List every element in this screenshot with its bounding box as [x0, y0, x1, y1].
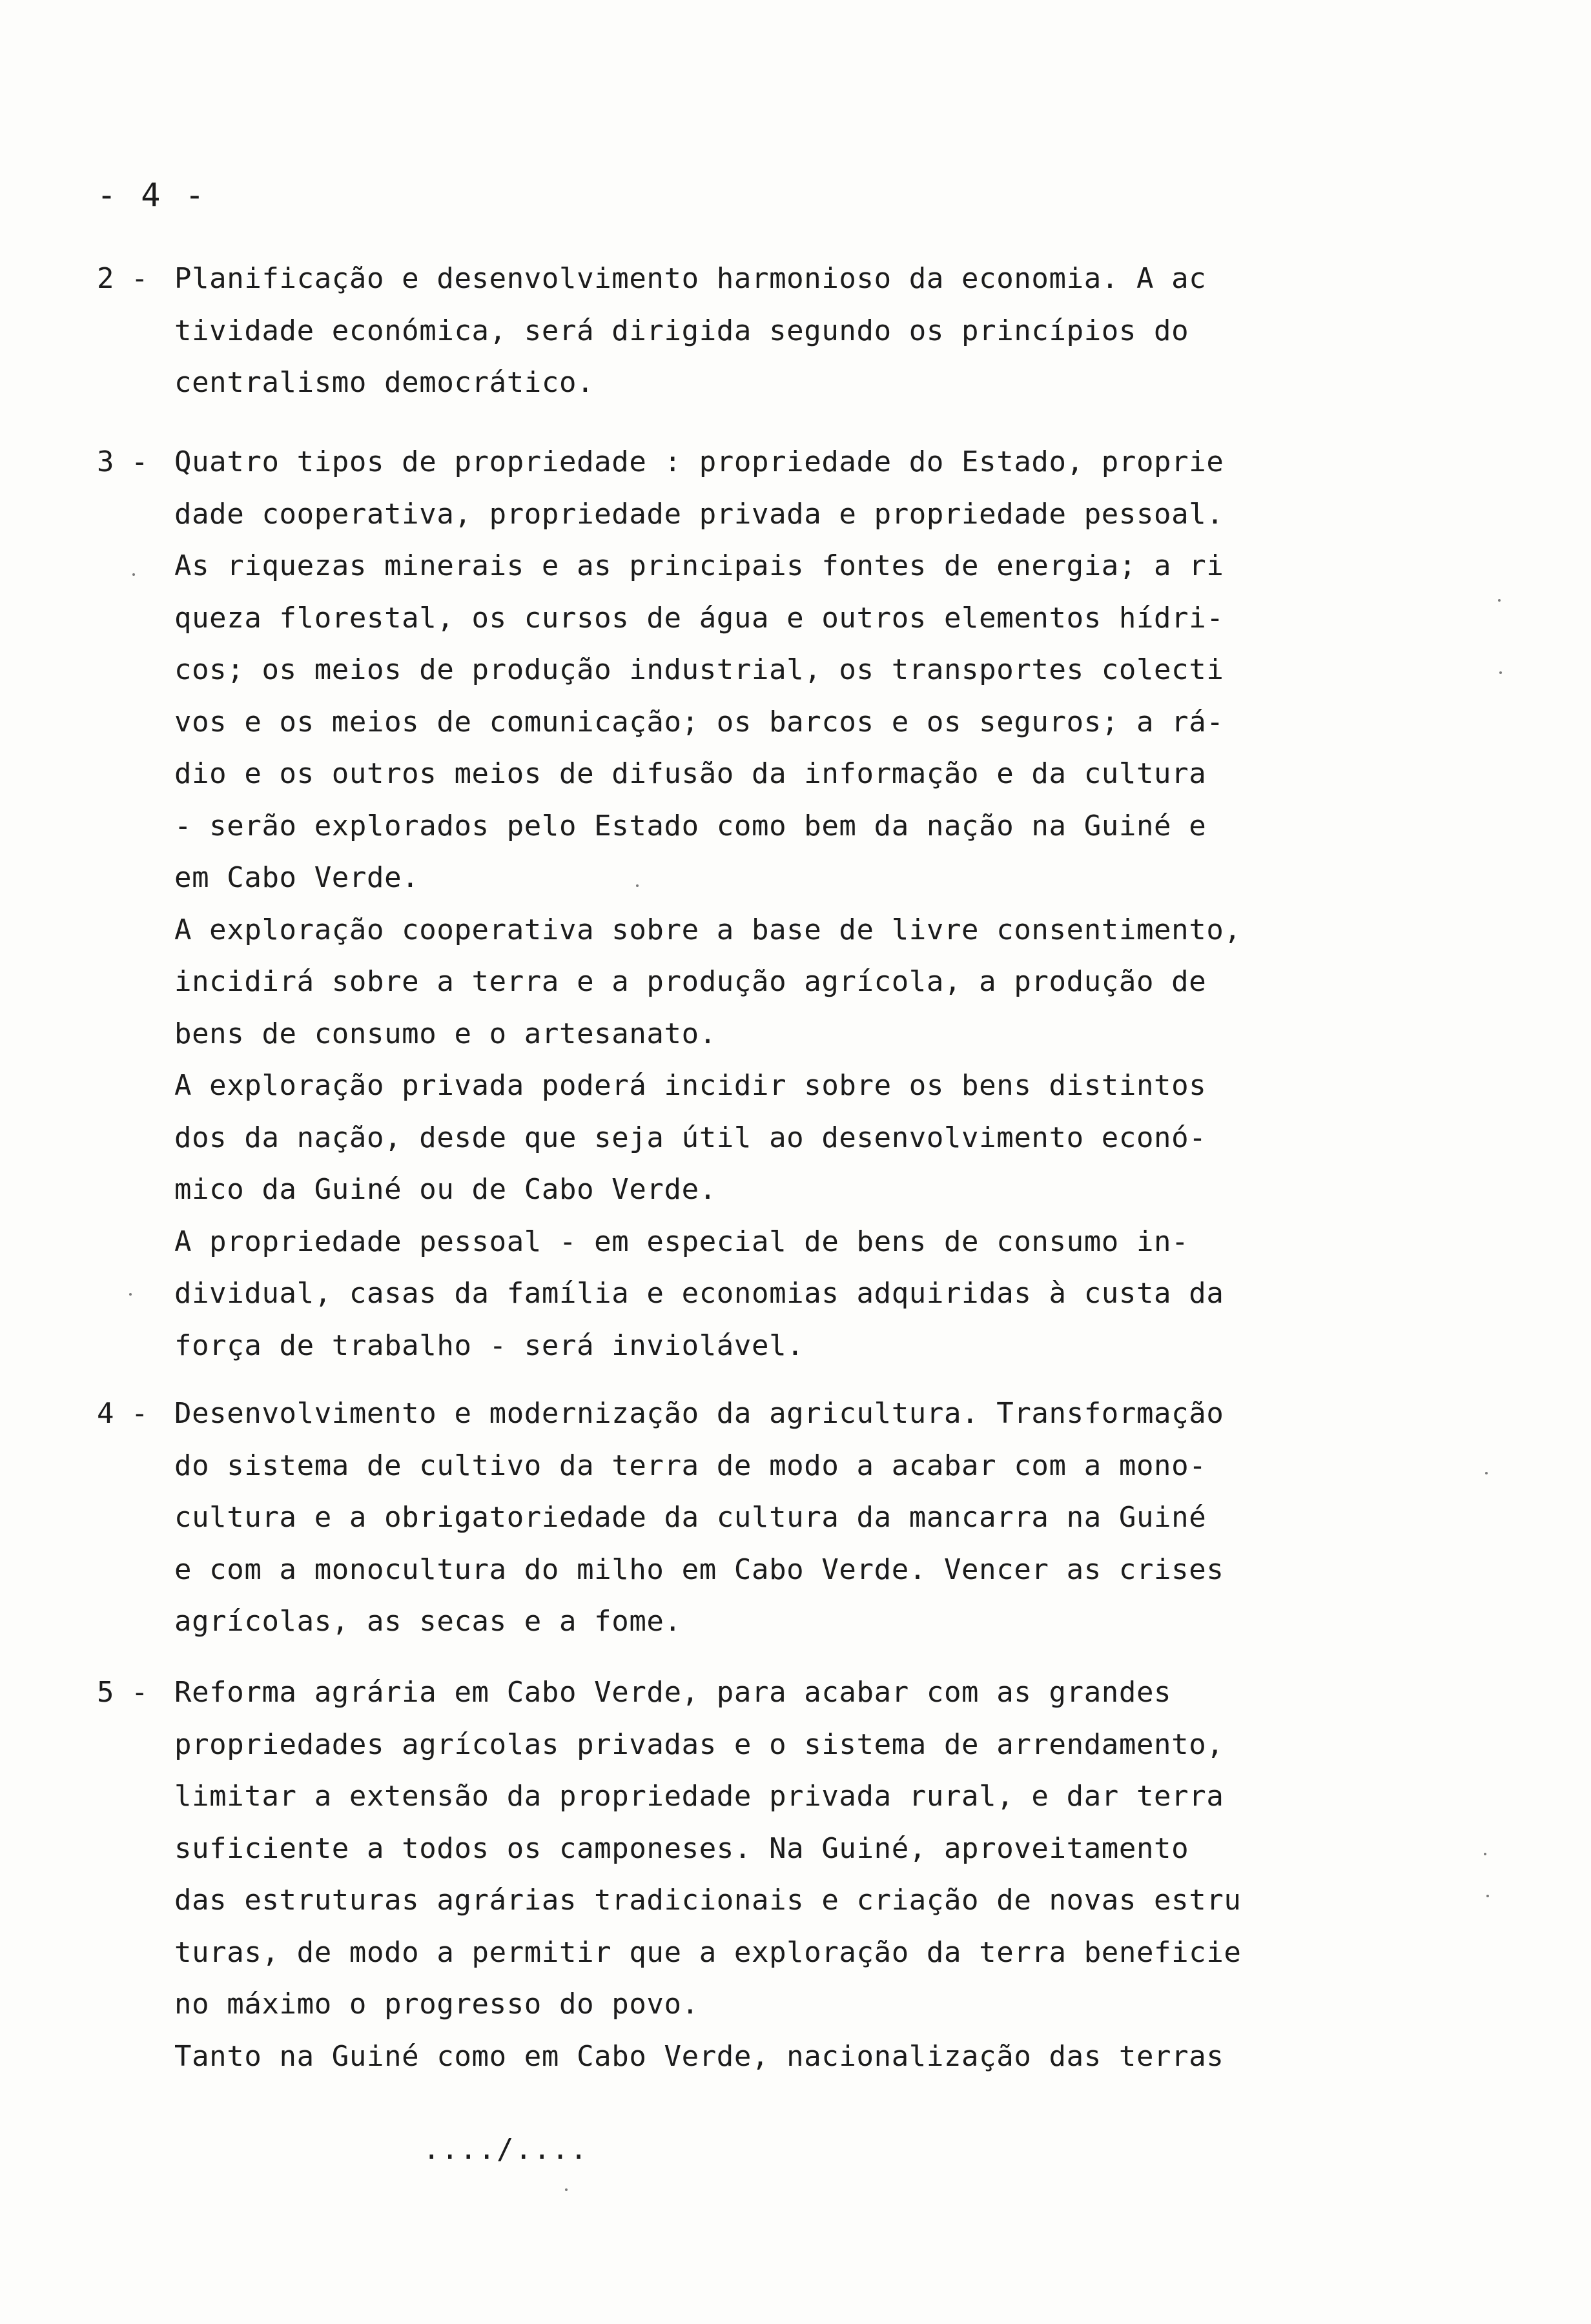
text-line: queza florestal, os cursos de água e outros elementos hídri- — [174, 601, 1224, 635]
text-line: A exploração privada poderá incidir sobre os bens distintos — [174, 1069, 1207, 1102]
text-line: em Cabo Verde. — [174, 861, 420, 894]
text-line: força de trabalho - será inviolável. — [174, 1329, 805, 1362]
text-line: Desenvolvimento e modernização da agricultura. Transformação — [174, 1397, 1224, 1430]
text-line: cos; os meios de produção industrial, os transportes colecti — [174, 653, 1224, 686]
scan-speck — [1484, 1853, 1486, 1855]
text-line: Quatro tipos de propriedade : propriedade do Estado, proprie — [174, 445, 1224, 478]
text-line: dio e os outros meios de difusão da informação e da cultura — [174, 757, 1207, 790]
text-line: agrícolas, as secas e a fome. — [174, 1605, 682, 1638]
text-line: suficiente a todos os camponeses. Na Guiné, aproveitamento — [174, 1831, 1189, 1865]
text-line: tividade económica, será dirigida segundo os princípios do — [174, 314, 1189, 347]
text-line: no máximo o progresso do povo. — [174, 1988, 699, 2021]
item-number: 3 - — [97, 445, 149, 478]
text-line: limitar a extensão da propriedade privada rural, e dar terra — [174, 1780, 1224, 1813]
scan-speck — [636, 884, 639, 887]
text-line: vos e os meios de comunicação; os barcos e os seguros; a rá- — [174, 705, 1224, 739]
text-line: A exploração cooperativa sobre a base de livre consentimento, — [174, 913, 1242, 946]
text-line: do sistema de cultivo da terra de modo a acabar com a mono- — [174, 1449, 1207, 1482]
text-line: dos da nação, desde que seja útil ao desenvolvimento econó- — [174, 1121, 1207, 1154]
text-line: Tanto na Guiné como em Cabo Verde, nacionalização das terras — [174, 2039, 1224, 2073]
scan-speck — [1498, 599, 1501, 602]
text-line: turas, de modo a permitir que a exploração da terra beneficie — [174, 1935, 1242, 1969]
text-line: mico da Guiné ou de Cabo Verde. — [174, 1173, 717, 1206]
text-line: bens de consumo e o artesanato. — [174, 1017, 717, 1050]
text-line: e com a monocultura do milho em Cabo Verde. Vencer as crises — [174, 1553, 1224, 1586]
text-line: dividual, casas da família e economias adquiridas à custa da — [174, 1277, 1224, 1310]
item-number: 2 - — [97, 262, 149, 295]
page-number: - 4 - — [97, 176, 207, 214]
scan-speck — [1499, 671, 1502, 674]
continuation-mark: ..../.... — [423, 2133, 589, 2166]
text-line: das estruturas agrárias tradicionais e criação de novas estru — [174, 1884, 1242, 1917]
text-line: A propriedade pessoal - em especial de bens de consumo in- — [174, 1225, 1189, 1258]
scan-speck — [1486, 1895, 1489, 1897]
text-line: - serão explorados pelo Estado como bem da nação na Guiné e — [174, 809, 1207, 842]
text-line: dade cooperativa, propriedade privada e propriedade pessoal. — [174, 497, 1224, 531]
text-line: Planificação e desenvolvimento harmonioso da economia. A ac — [174, 262, 1207, 295]
item-text — [174, 436, 1388, 1372]
text-line: centralismo democrático. — [174, 366, 595, 399]
scan-speck — [129, 1293, 132, 1296]
item-text — [174, 1667, 1388, 2083]
scan-speck — [565, 2188, 568, 2191]
scan-speck — [1485, 1472, 1488, 1474]
item-text — [174, 1388, 1388, 1648]
text-line: incidirá sobre a terra e a produção agrícola, a produção de — [174, 965, 1207, 998]
scan-speck — [132, 573, 135, 576]
item-text — [174, 253, 1388, 409]
item-number: 4 - — [97, 1397, 149, 1430]
item-number: 5 - — [97, 1676, 149, 1709]
text-line: propriedades agrícolas privadas e o sistema de arrendamento, — [174, 1728, 1224, 1761]
text-line: Reforma agrária em Cabo Verde, para acabar com as grandes — [174, 1676, 1172, 1709]
text-line: As riquezas minerais e as principais fontes de energia; a ri — [174, 549, 1224, 582]
text-line: cultura e a obrigatoriedade da cultura da mancarra na Guiné — [174, 1501, 1207, 1534]
